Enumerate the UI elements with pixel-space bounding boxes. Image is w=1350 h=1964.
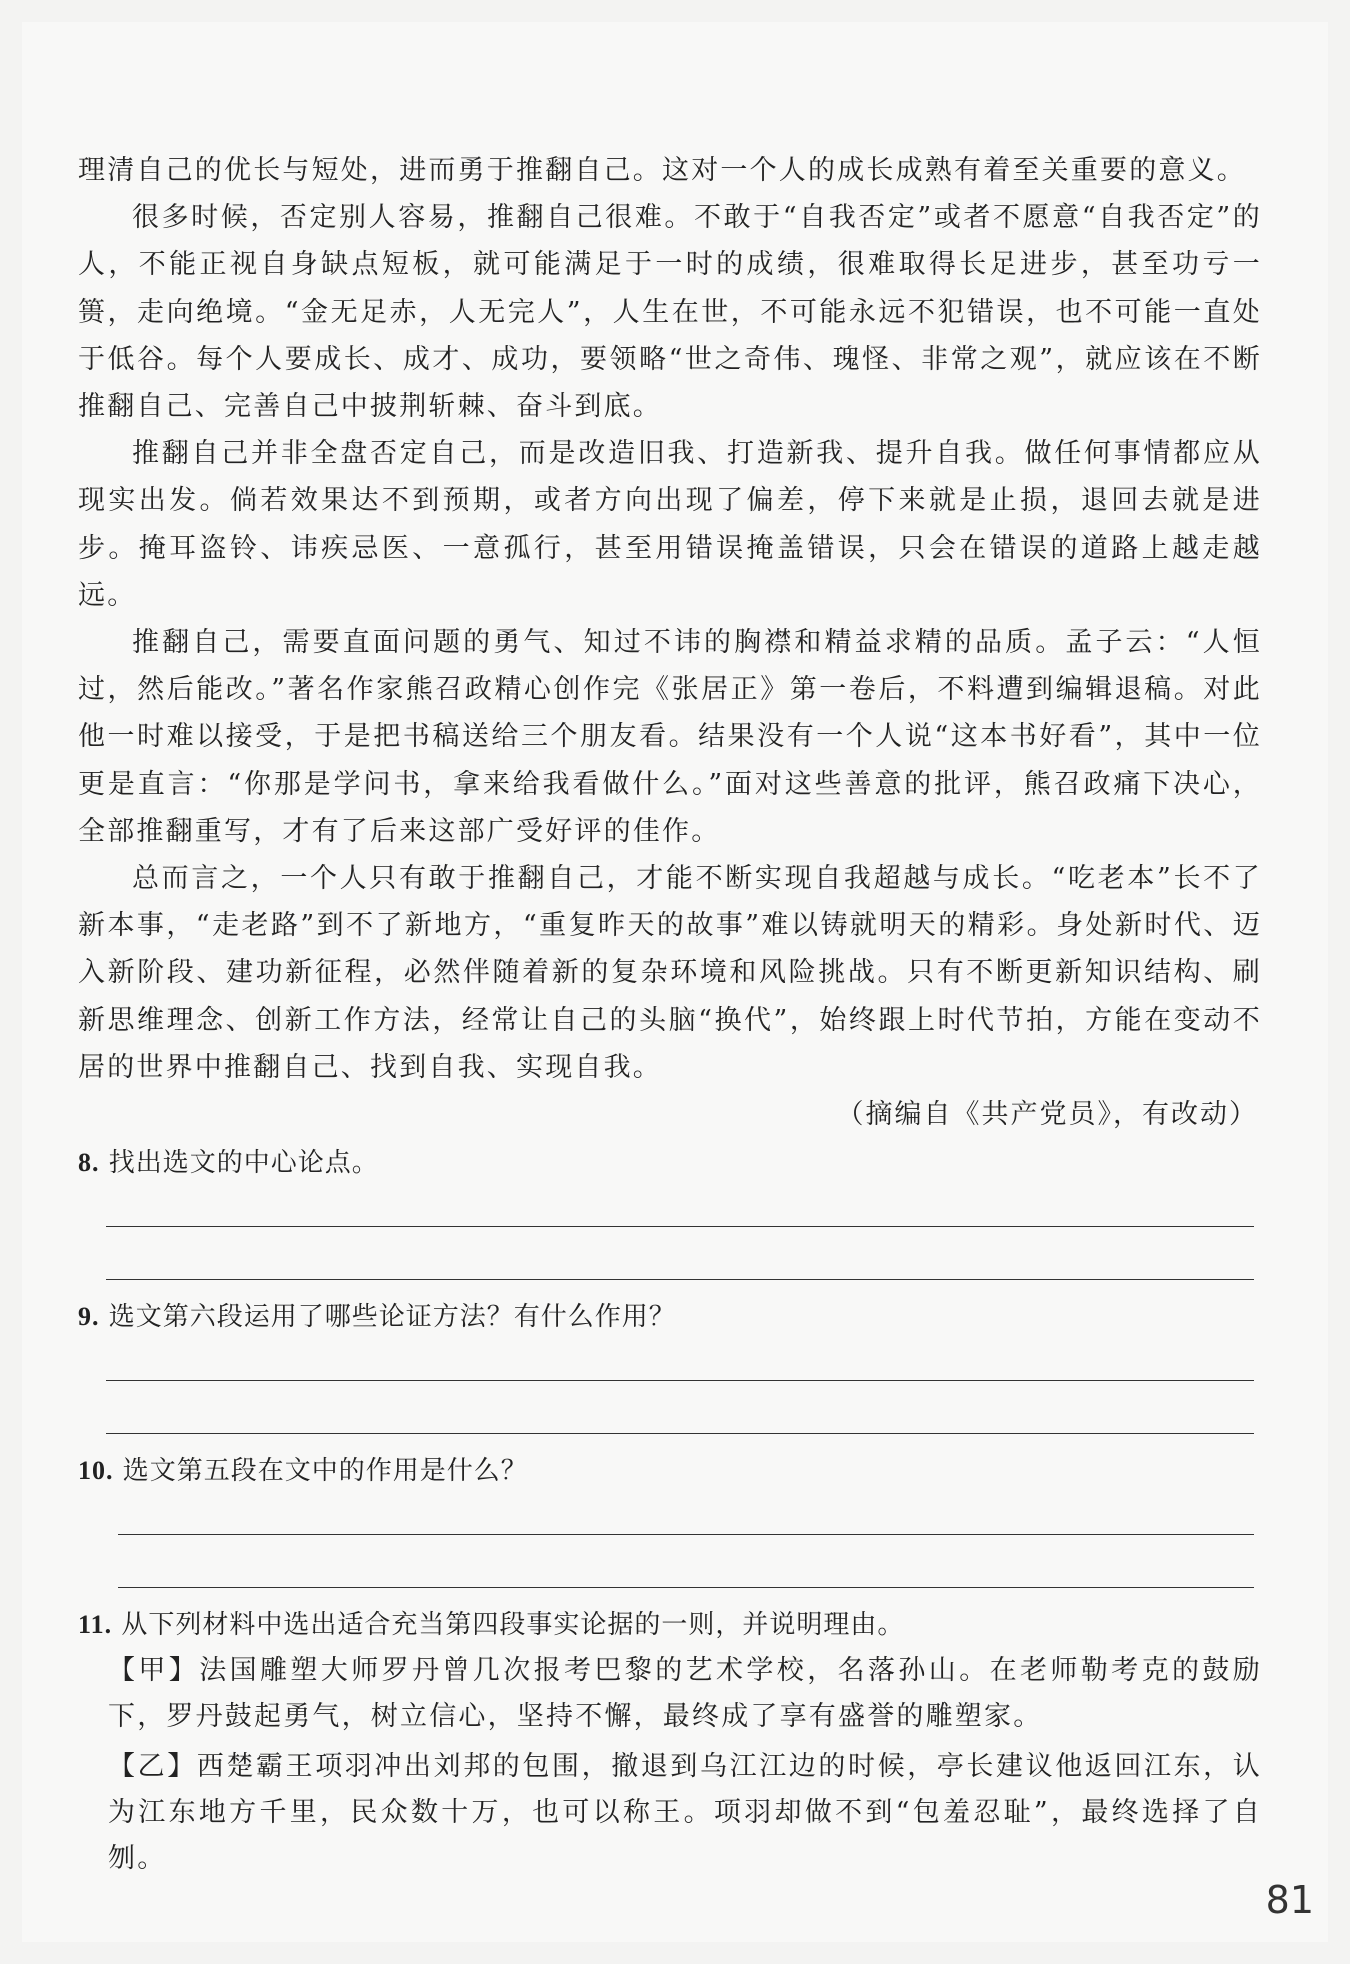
page-number: 81 [1265, 1878, 1314, 1922]
question-text: 选文第五段在文中的作用是什么？ [122, 1456, 528, 1487]
article-body [78, 150, 1262, 1882]
answer-line[interactable] [106, 1226, 1254, 1227]
answer-line[interactable] [106, 1279, 1254, 1280]
paragraph-3: 推翻自己并非全盘否定自己，而是改造旧我、打造新我、提升自我。做任何事情都应从现实出发。倘若效果达不到预期，或者方向出现了偏差，停下来就是止损，退回去就是进步。掩耳盗铃、讳疾忌医、一意孤行，甚至用错误掩盖错误，只会在错误的道路上越走越远。 [78, 438, 1262, 611]
question-number: 8. [78, 1148, 100, 1178]
paragraph-5: 总而言之，一个人只有敢于推翻自己，才能不断实现自我超越与成长。“吃老本”长不了新本事，“走老路”到不了新地方，“重复昨天的故事”难以铸就明天的精彩。身处新时代、迈入新阶段、建功新征程，必然伴随着新的复杂环境和风险挑战。只有不断更新知识结构、刷新思维理念、创新工作方法，经常让自己的头脑“换代”，始终跟上时代节拍，方能在变动不居的世界中推翻自己、找到自我、实现自我。 [78, 863, 1262, 1083]
material-yi: 【乙】西楚霸王项羽冲出刘邦的包围，撤退到乌江江边的时候，亭长建议他返回江东，认为江东地方千里，民众数十万，也可以称王。项羽却做不到“包羞忍耻”，最终选择了自刎。 [108, 1751, 1262, 1875]
paragraph-2: 很多时候，否定别人容易，推翻自己很难。不敢于“自我否定”或者不愿意“自我否定”的人，不能正视自身缺点短板，就可能满足于一时的成绩，很难取得长足进步，甚至功亏一篑，走向绝境。“金无足赤，人无完人”，人生在世，不可能永远不犯错误，也不可能一直处于低谷。每个人要成长、成才、成功，要领略“世之奇伟、瑰怪、非常之观”，就应该在不断推翻自己、完善自己中披荆斩棘、奋斗到底。 [78, 202, 1262, 423]
answer-line[interactable] [118, 1534, 1254, 1535]
question-number: 10. [78, 1456, 114, 1486]
question-number: 11. [78, 1610, 113, 1640]
material-jia: 【甲】法国雕塑大师罗丹曾几次报考巴黎的艺术学校，名落孙山。在老师勒考克的鼓励下，罗丹鼓起勇气，树立信心，坚持不懈，最终成了享有盛誉的雕塑家。 [108, 1655, 1262, 1733]
question-text: 从下列材料中选出适合充当第四段事实论据的一则，并说明理由。 [121, 1610, 905, 1641]
question-9 [78, 1294, 1262, 1434]
answer-line[interactable] [106, 1433, 1254, 1434]
paragraph-1: 理清自己的优长与短处，进而勇于推翻自己。这对一个人的成长成熟有着至关重要的意义。 [78, 155, 1246, 186]
question-11 [78, 1602, 1262, 1882]
answer-line[interactable] [118, 1587, 1254, 1588]
question-text: 找出选文的中心论点。 [108, 1148, 379, 1179]
question-10 [78, 1448, 1262, 1588]
source-citation: （摘编自《共产党员》，有改动） [836, 1099, 1258, 1131]
question-8 [78, 1140, 1262, 1280]
answer-line[interactable] [106, 1380, 1254, 1381]
paragraph-4: 推翻自己，需要直面问题的勇气、知过不讳的胸襟和精益求精的品质。孟子云：“人恒过，然后能改。”著名作家熊召政精心创作完《张居正》第一卷后，不料遭到编辑退稿。对此他一时难以接受，于是把书稿送给三个朋友看。结果没有一个人说“这本书好看”，其中一位更是直言：“你那是学问书，拿来给我看做什么。”面对这些善意的批评，熊召政痛下决心，全部推翻重写，才有了后来这部广受好评的佳作。 [78, 627, 1262, 847]
question-text: 选文第六段运用了哪些论证方法？有什么作用？ [108, 1302, 676, 1333]
question-number: 9. [78, 1302, 100, 1332]
